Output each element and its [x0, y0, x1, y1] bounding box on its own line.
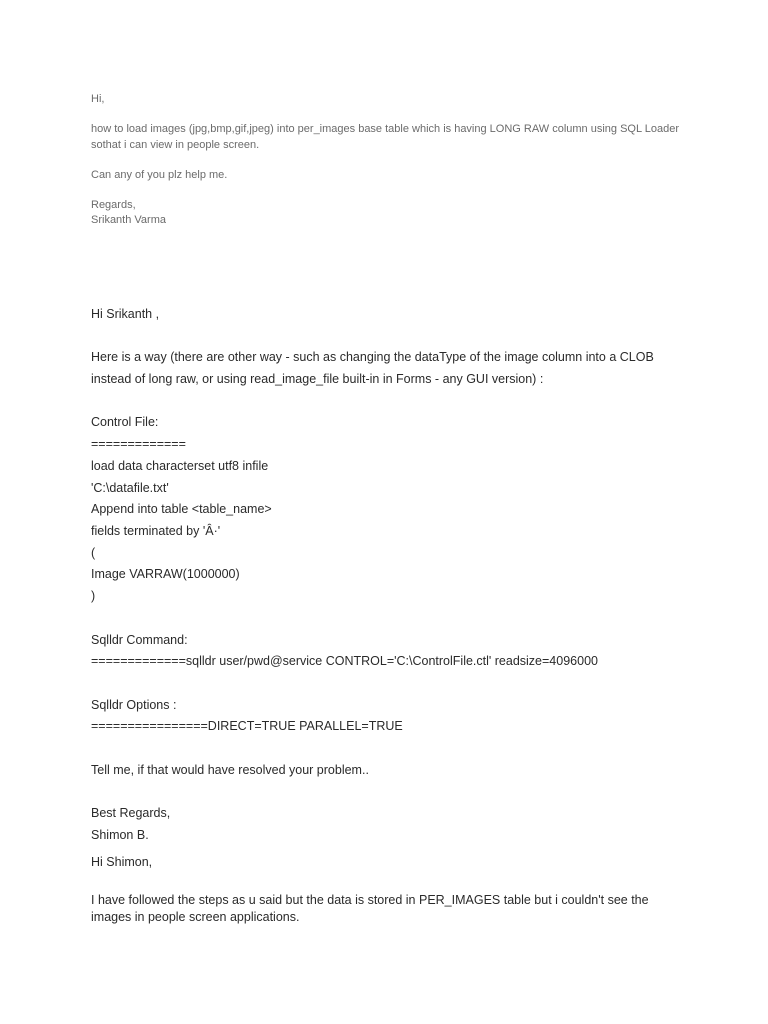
- reply-body: I have followed the steps as u said but the data is stored in PER_IMAGES table but i couldn't see the images in people screen applications.: [91, 892, 653, 924]
- answer-post: [91, 304, 681, 846]
- control-file-block: [91, 412, 681, 607]
- question-request: Can any of you plz help me.: [91, 168, 228, 181]
- control-file-line: fields terminated by 'Â·': [91, 524, 221, 538]
- question-greeting: Hi,: [91, 93, 105, 105]
- control-file-rule: =============: [91, 437, 186, 452]
- question-body: how to load images (jpg,bmp,gif,jpeg) into per_images base table which is having LONG RAW column using SQL Loader sothat i can view in people screen.: [91, 123, 679, 151]
- control-file-line: ): [91, 589, 96, 604]
- control-file-line: 'C:\datafile.txt': [91, 480, 169, 495]
- question-signoff: Regards,: [91, 198, 136, 211]
- reply-post: [91, 855, 681, 926]
- answer-closing-question: Tell me, if that would have resolved your problem..: [91, 762, 369, 777]
- sqlldr-options-block: [91, 695, 681, 738]
- sqlldr-command-heading: Sqlldr Command:: [91, 632, 188, 647]
- control-file-line: Append into table <table_name>: [91, 502, 272, 517]
- answer-signature: [91, 803, 681, 846]
- control-file-heading: Control File:: [91, 415, 159, 430]
- control-file-line: load data characterset utf8 infile: [91, 458, 269, 473]
- answer-signoff: Best Regards,: [91, 806, 171, 821]
- answer-greeting: Hi Srikanth ,: [91, 307, 160, 321]
- sqlldr-options-line: ================DIRECT=TRUE PARALLEL=TRUE: [91, 719, 403, 734]
- question-post: [91, 92, 681, 229]
- answer-intro: Here is a way (there are other way - such as changing the dataType of the image column into a CLOB instead of long raw, or using read_image_file built-in in Forms - any GUI version) :: [91, 350, 654, 387]
- control-file-line: Image VARRAW(1000000): [91, 567, 240, 582]
- sqlldr-command-block: [91, 630, 681, 673]
- answer-author-name: Shimon B.: [91, 827, 149, 842]
- control-file-line: (: [91, 545, 96, 560]
- sqlldr-command-line: =============sqlldr user/pwd@service CONTROL='C:\ControlFile.ctl' readsize=4096000: [91, 654, 598, 669]
- reply-greeting: Hi Shimon,: [91, 855, 153, 870]
- question-author-name: Srikanth Varma: [91, 214, 166, 226]
- sqlldr-options-heading: Sqlldr Options :: [91, 697, 177, 712]
